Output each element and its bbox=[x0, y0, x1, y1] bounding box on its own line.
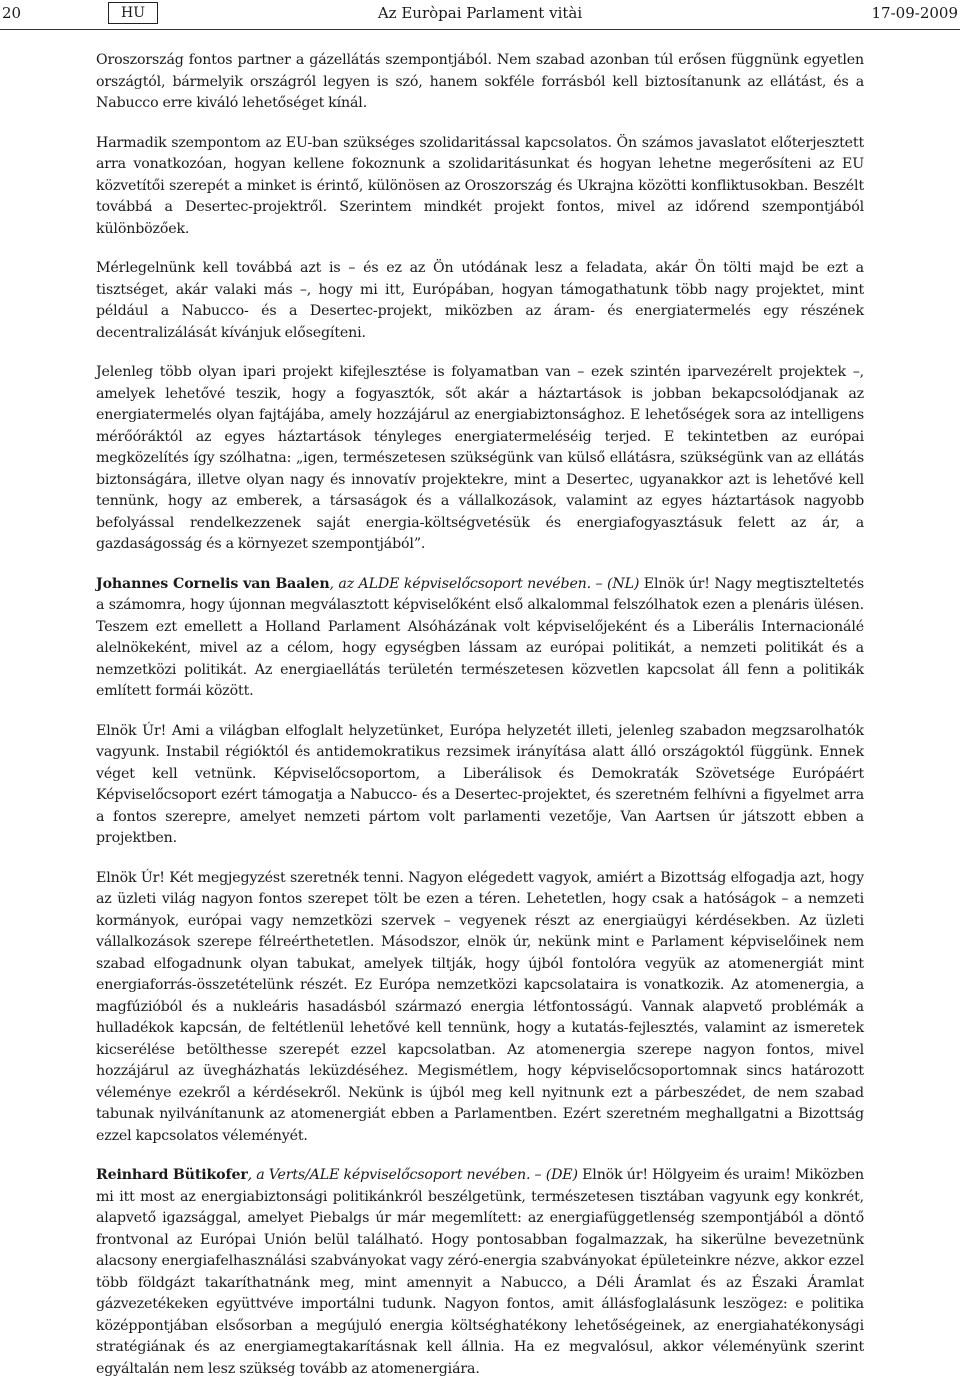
document-date: 17-09-2009 bbox=[871, 4, 958, 22]
paragraph: Oroszország fontos partner a gázellátás szempontjából. Nem szabad azonban túl erősen függnünk egyetlen országtól, bármelyik országról legyen is szó, hanem sokféle forrásból kell biztosítanunk az ellátást, és a Nabucco erre kiváló lehetőséget kínál. bbox=[96, 52, 864, 111]
header-divider bbox=[0, 29, 960, 30]
paragraph: Elnök Úr! Két megjegyzést szeretnék tenni. Nagyon elégedett vagyok, amiért a Bizottság elfogadja azt, hogy az üzleti világ nagyon fontos szerepet tölt be ezen a téren. Lehetetlen, hogy csak a hatóságok – a nemzeti kormányok, európai vagy nemzetközi szervek – vegyenek részt az energiaügyi kérdésekben. Az üzleti vállalkozások szerepe félreérthetetlen. Másodszor, elnök úr, nekünk mint e Parlament képviselőinek nem szabad elfogadnunk olyan tabukat, amelyek tiltják, hogy újból fontolóra vegyük az atomenergiát mint energiaforrás-összetételünk részét. Ez Európa nemzetközi kapcsolataira is vonatkozik. Az atomenergia, a magfúzióból és a nukleáris hasadásból származó energia létfontosságú. Vannak alapvető problémák a hulladékok kapcsán, de feltétlenül lehetővé kell tennünk, hogy a kutatás-fejlesztés, valamint az ismeretek kicserélése betölthesse szerepét ezzel kapcsolatban. Az atomenergia szerepe nagyon fontos, mivel hozzájárul az üvegházhatás leküzdéséhez. Megismétlem, hogy képviselőcsoportomnak sincs határozott véleménye ezekről a kérdésekről. Nekünk is újból meg kell nyitnunk ezt a párbeszédet, de nem szabad tabunak nyilvánítanunk az atomenergiát ebben a Parlamentben. Ezért szeretném meghallgatni a Bizottság ezzel kapcsolatos véleményét. bbox=[96, 869, 864, 1144]
language-code-box: HU bbox=[108, 2, 158, 24]
paragraph: Elnök Úr! Ami a világban elfoglalt helyzetünket, Európa helyzetét illeti, jelenleg szabadon megzsarolhatók vagyunk. Instabil régióktól és antidemokratikus rezsimek irányítása alatt álló országoktól függünk. Ennek véget kell vetnünk. Képviselőcsoportom, a Liberálisok és Demokraták Szövetsége Európáért Képviselőcsoport ezért támogatja a Nabucco- és a Desertec-projektet, és szeretném felhívni a figyelmet arra a fontos szerepre, amelyet nemzeti pártom volt parlamenti vezetője, Van Aartsen úr játszott ebben a projektben. bbox=[96, 722, 864, 846]
page-number: 20 bbox=[2, 4, 22, 22]
speech-intro bbox=[96, 574, 864, 703]
document-title: Az Euròpai Parlament vitài bbox=[377, 4, 583, 22]
speaker-name: Reinhard Bütikofer bbox=[96, 1167, 248, 1183]
speech-text: Elnök úr! Nagy megtiszteltetés a számomra, hogy újonnan megválasztott képviselőként első alkalommal felszólhatok ezen a plenáris ülésen. Teszem ezt emellett a Holland Parlament Alsóházának volt képviselőjeként és a Liberális Internacionálé alelnökeként, mivel az a célom, hogy egységben lássam az európai politikát, a nemzeti politikát és a nemzetközi politikát. Az energiaellátás területén természetesen közvetlen kapcsolat áll fenn a politikák említett formái között. bbox=[96, 575, 864, 699]
document-body bbox=[96, 50, 864, 1380]
speech-intro bbox=[96, 1165, 864, 1380]
speaker-role: , a Verts/ALE képviselőcsoport nevében. – (DE) bbox=[247, 1167, 578, 1183]
page-header bbox=[0, 0, 960, 30]
speaker-name: Johannes Cornelis van Baalen bbox=[96, 575, 330, 592]
paragraph: Jelenleg több olyan ipari projekt kifejlesztése is folyamatban van – ezek szintén iparvezérelt projektek –, amelyek lehetővé teszik, hogy a fogyasztók, sőt akár a háztartások is jobban bekapcsolódjanak az energiatermelés olyan fajtájába, amely hozzájárul az energiabiztonsághoz. E lehetőségek sora az intelligens mérőóráktól az egyes háztartások tényleges energiatermeléséig terjed. E tekintetben az európai megközelítés így szólhatna: „igen, természetesen szükségünk van külső ellátásra, szükségünk van az ellátás biztonságára, illetve olyan nagy és innovatív projektekre, mint a Desertec, ugyanakkor azt is lehetővé kell tennünk, hogy az emberek, a társaságok és a vállalkozások, valamint az egyes háztartások nagyobb befolyással rendelkezzenek saját energia-költségvetésük és energiafogyasztásuk felett az ár, a gazdaságosság és a környezet szempontjából”. bbox=[96, 364, 864, 552]
speech-text: Elnök úr! Hölgyeim és uraim! Miközben mi itt most az energiabiztonsági politikánkról beszélgetünk, természetesen tisztában vagyunk egy konkrét, alapvető igazsággal, amelyet Piebalgs úr már megemlített: az energiafüggetlenség szempontjából a döntő frontvonal az Európai Unión belül található. Hogy pontosabban fogalmazzak, ha sikerülne bevezetnünk alacsony energiafelhasználási szabványokat vagy zéró-energia szabványokat épületeinkre nézve, akkor ezzel több földgázt takaríthatnánk meg, mint amennyit a Nabucco, a Déli Áramlat és az Északi Áramlat gázvezetékeken együttvéve importálni tudunk. Nagyon fontos, amit állásfoglalásunk leszögez: e politika középpontjában elsősorban a megújuló energia költséghatékony lehetőségeinek, az energiahatékonysági stratégiának és az energiamegtakarításnak kell állnia. Ha ez megvalósul, akkor véleményünk szerint egyáltalán nem lesz szükség tovább az atomenergiára. bbox=[96, 1167, 865, 1377]
paragraph: Mérlegelnünk kell továbbá azt is – és ez az Ön utódának lesz a feladata, akár Ön tölti majd be ezt a tisztséget, akár valaki más –, hogy mi itt, Európában, hogyan támogathatunk több nagy projektet, mint például a Nabucco- és a Desertec-projekt, miközben az áram- és energiatermelés egy részének decentralizálását kívánjuk elősegíteni. bbox=[96, 260, 864, 341]
speaker-role: , az ALDE képviselőcsoport nevében. – (NL) bbox=[329, 575, 640, 592]
paragraph: Harmadik szempontom az EU-ban szükséges szolidaritással kapcsolatos. Ön számos javaslatot előterjesztett arra vonatkozóan, hogyan kellene fokoznunk a szolidaritásunkat és hogyan lehetne megerősíteni az EU közvetítői szerepét a minket is érintő, különösen az Oroszország és Ukrajna közötti konfliktusokban. Beszélt továbbá a Desertec-projektről. Szerintem mindkét projekt fontos, mivel az időrend szempontjából különbözőek. bbox=[96, 134, 864, 237]
